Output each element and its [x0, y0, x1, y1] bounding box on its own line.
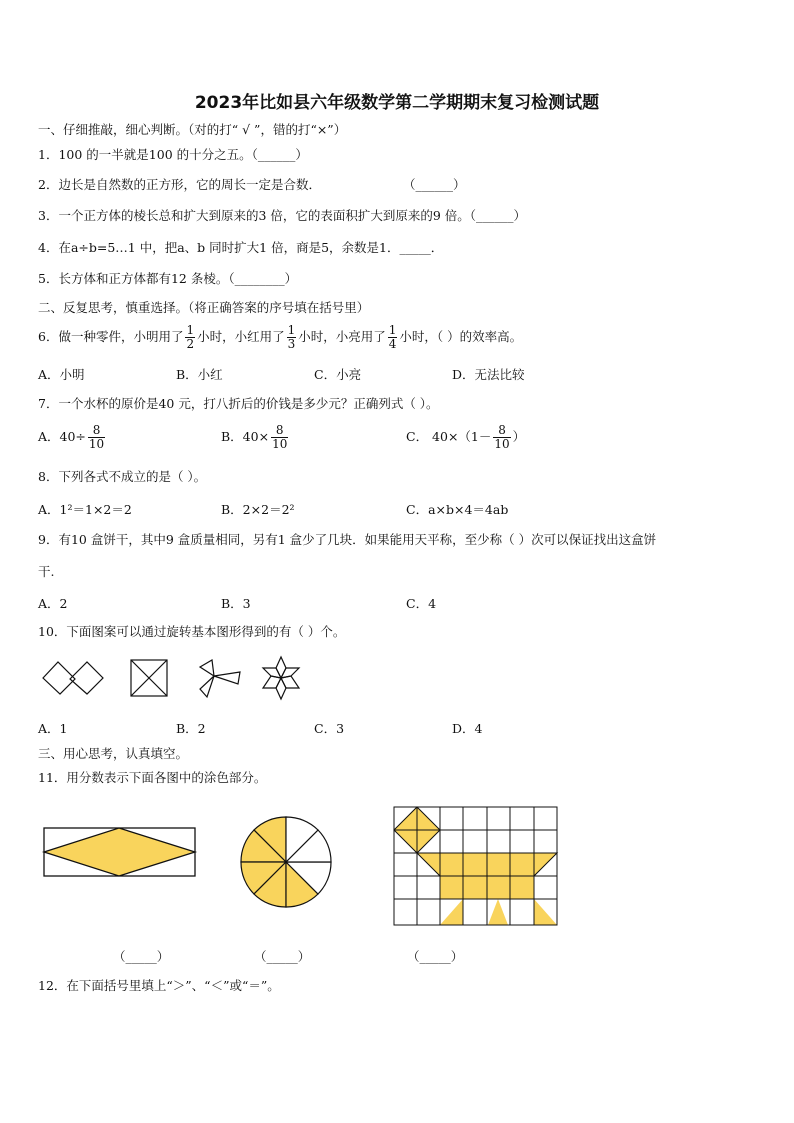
q8-option-a: A．1²＝1×2＝2 [38, 502, 132, 517]
q6-text-4: 小时，（ ）的效率高。 [399, 329, 523, 344]
question-3: 3．一个正方体的棱长总和扩大到原来的3 倍，它的表面积扩大到原来的9 倍。（______） [38, 208, 527, 223]
q9-option-c: C．4 [406, 596, 437, 611]
question-8: 8．下列各式不成立的是（ ）。 [38, 469, 207, 484]
q6-fraction-3: $\frac{1}{4}$ [388, 323, 397, 351]
q6-option-a: A．小明 [38, 367, 85, 382]
q10-option-c: C．3 [314, 721, 345, 736]
q11-figure-grid [394, 807, 557, 925]
q6-text-3: 小时，小亮用了 [298, 329, 386, 344]
question-2: 2．边长是自然数的正方形，它的周长一定是合数． [38, 177, 321, 192]
question-12: 12．在下面括号里填上“＞”、“＜”或“＝”。 [38, 978, 280, 993]
question-11: 11．用分数表示下面各图中的涂色部分。 [38, 770, 267, 785]
q11-blank-3: （_____） [407, 949, 464, 964]
q11-blank-2: （_____） [254, 949, 311, 964]
q7-option-b: B．40× $\frac{8}{10}$ [221, 423, 288, 451]
question-9: 9．有10 盒饼干，其中9 盒质量相同，另有1 盒少了几块．如果能用天平称，至少称（ ）次可以保证找出这盒饼 [38, 532, 657, 547]
q8-option-c: C．a×b×4＝4ab [406, 502, 509, 517]
q6-fraction-2: $\frac{1}{3}$ [287, 323, 296, 351]
q7-option-c: C． 40×（1－ $\frac{8}{10}$ ） [406, 423, 526, 451]
section-3-heading: 三、用心思考，认真填空。 [38, 746, 189, 761]
question-10: 10．下面图案可以通过旋转基本图形得到的有（ ）个。 [38, 624, 346, 639]
q6-text-1: 6．做一种零件，小明用了 [38, 329, 184, 344]
q11-figure-rhombus-in-rectangle [44, 828, 195, 876]
question-2-blank: （______） [403, 177, 466, 192]
q10-option-d: D．4 [452, 721, 483, 736]
q6-option-d: D．无法比较 [452, 367, 525, 382]
question-5: 5．长方体和正方体都有12 条棱。（________） [38, 271, 298, 286]
question-9-cont: 干. [38, 564, 55, 579]
q7-option-a: A．40÷ $\frac{8}{10}$ [38, 423, 105, 451]
q6-fraction-1: $\frac{1}{2}$ [186, 323, 195, 351]
q11-figure-circle [241, 817, 331, 907]
q6-option-b: B．小红 [176, 367, 223, 382]
section-1-heading: 一、仔细推敲，细心判断。（对的打“ √ ”，错的打“×”） [38, 122, 347, 137]
question-7: 7．一个水杯的原价是40 元，打八折后的价钱是多少元？正确列式（ ）。 [38, 396, 439, 411]
section-2-heading: 二、反复思考，慎重选择。（将正确答案的序号填在括号里） [38, 300, 370, 315]
q10-option-a: A．1 [38, 721, 68, 736]
q9-option-b: B．3 [221, 596, 251, 611]
q9-option-a: A．2 [38, 596, 68, 611]
question-1: 1．100 的一半就是100 的十分之五。（______） [38, 147, 308, 162]
q6-text-2: 小时，小红用了 [197, 329, 285, 344]
page-title: 2023年比如县六年级数学第二学期期末复习检测试题 [194, 93, 600, 113]
q10-option-b: B．2 [176, 721, 206, 736]
q8-option-b: B．2×2＝2² [221, 502, 295, 517]
question-4: 4．在a÷b=5…1 中，把a、b 同时扩大1 倍，商是5，余数是1．_____． [38, 240, 444, 255]
q11-blank-1: （_____） [113, 949, 170, 964]
q6-option-c: C．小亮 [314, 367, 362, 382]
